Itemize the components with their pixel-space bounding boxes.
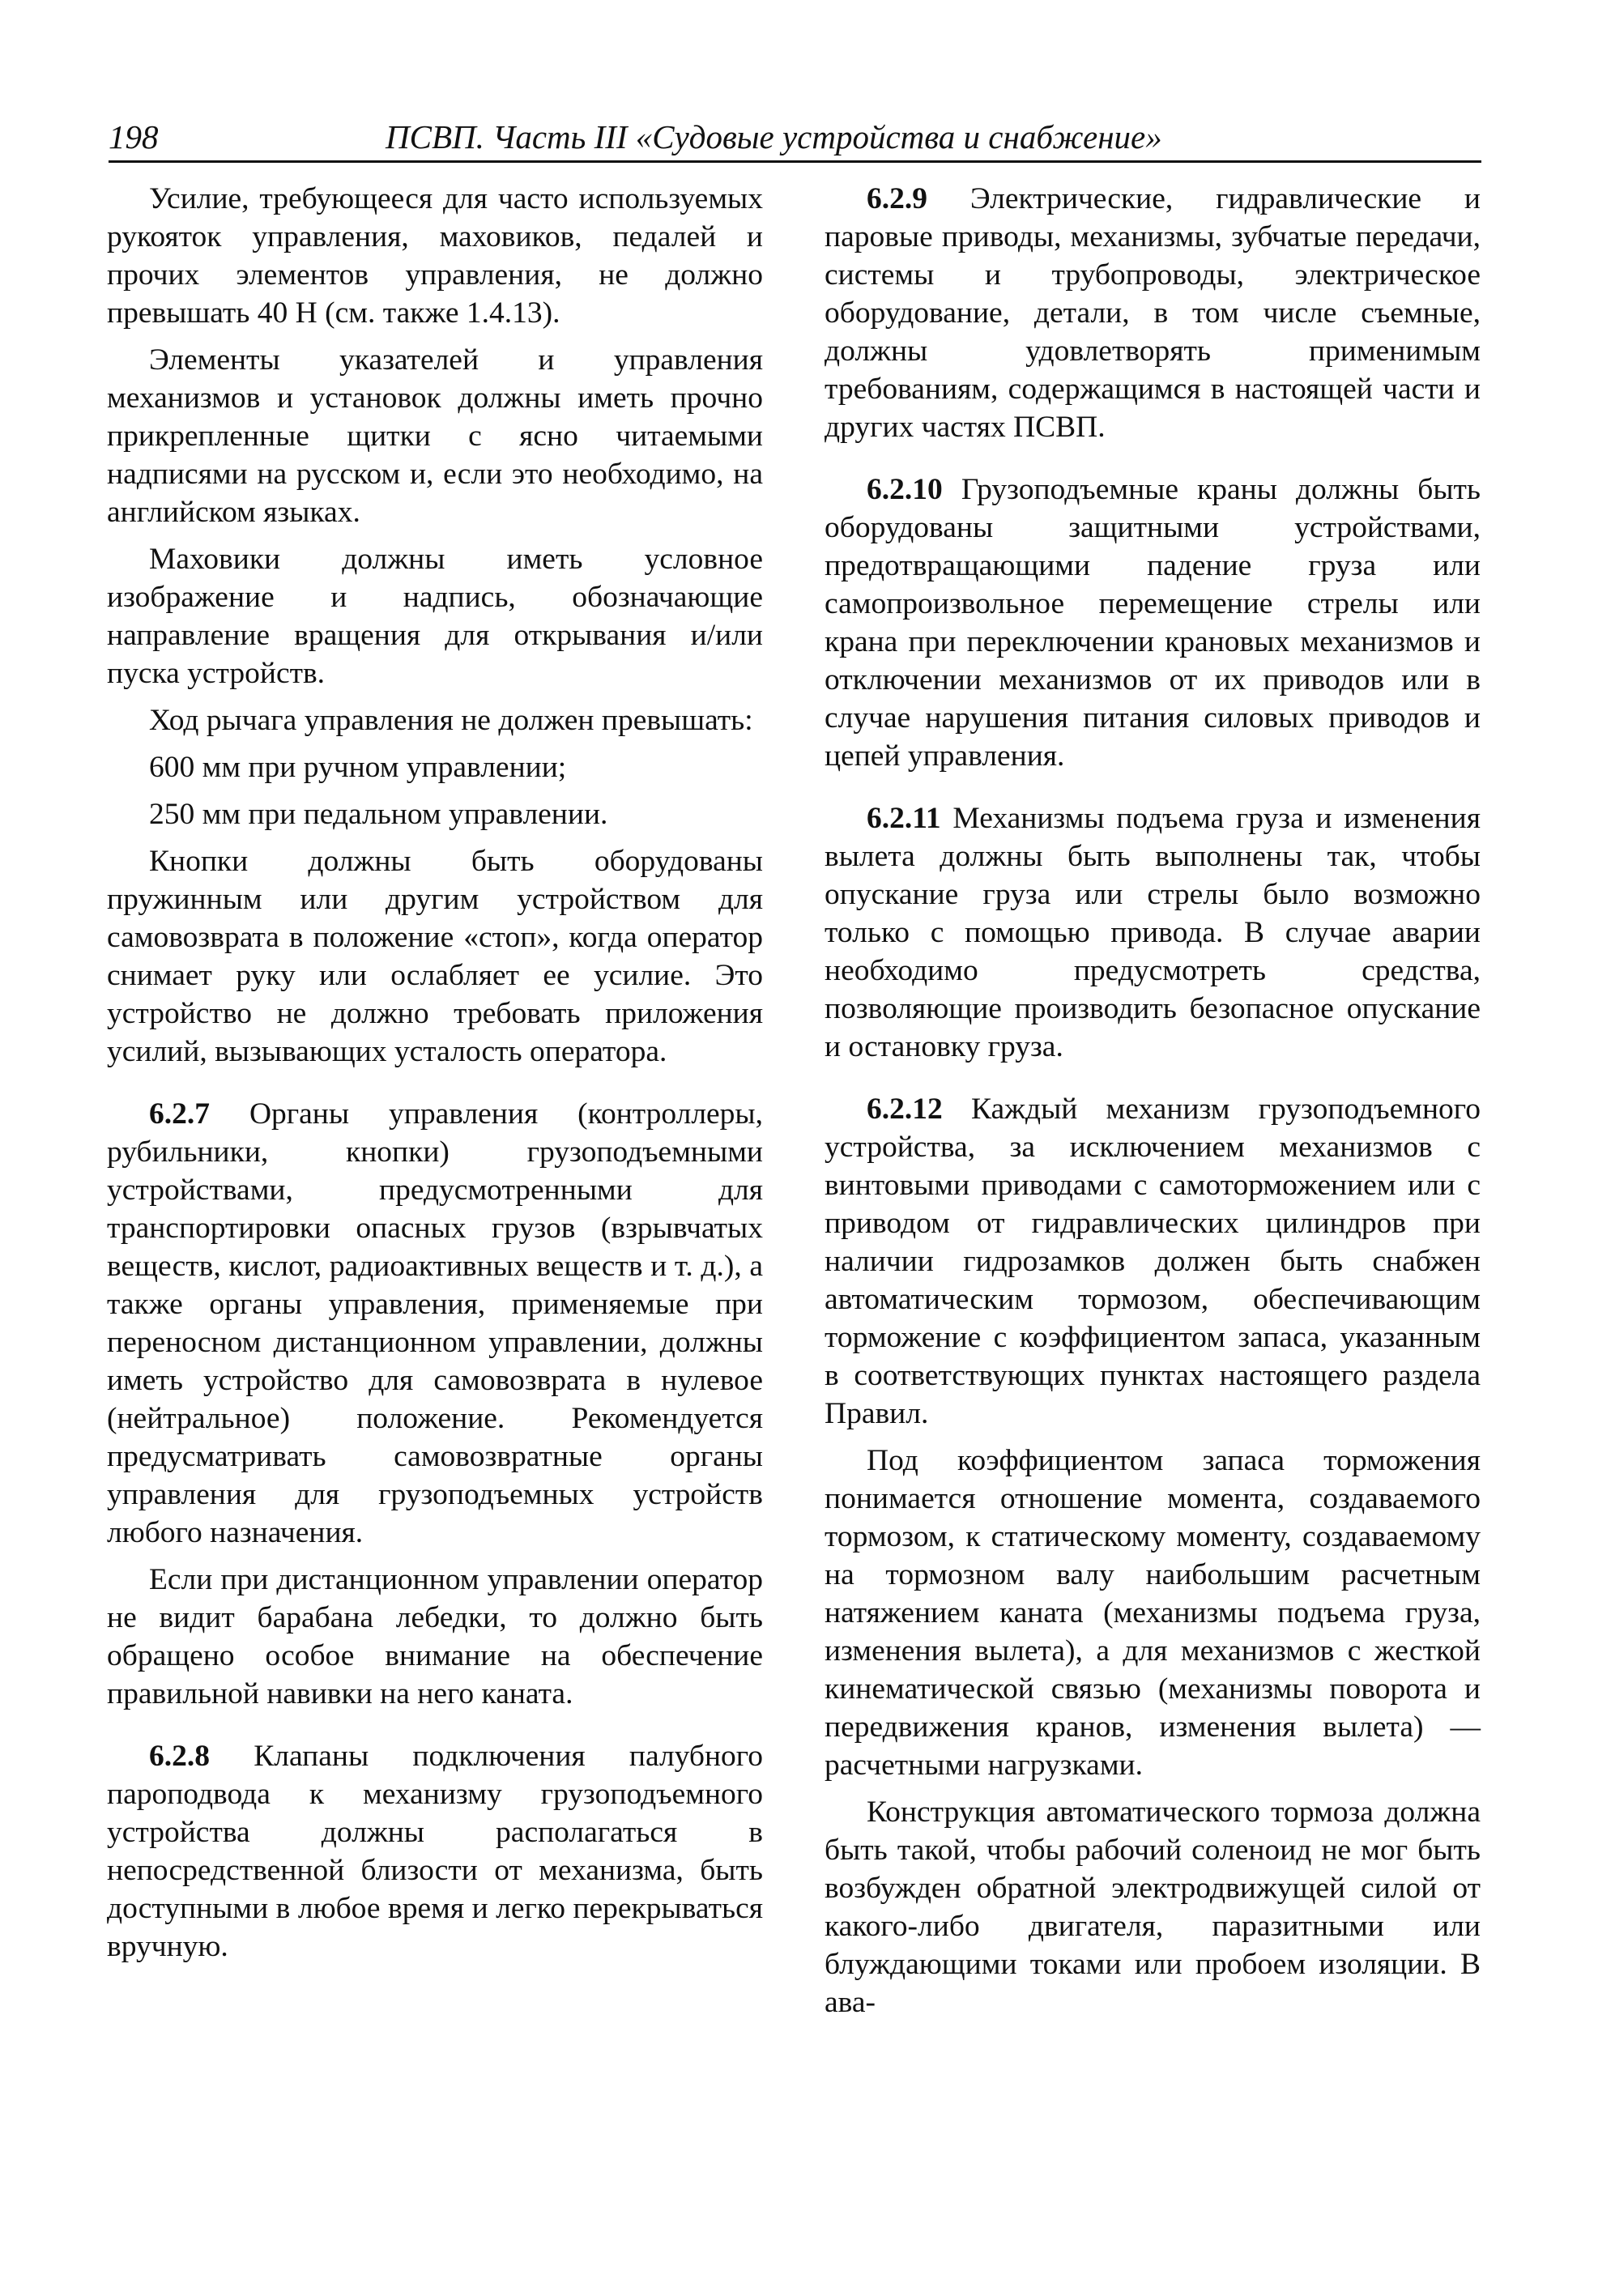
paragraph: 600 мм при ручном управлении; <box>149 751 567 784</box>
section-text: Каждый механизм грузоподъемного устройства, за исключением механизмов с винтовыми приводами с самоторможением или с приводом от гидравлических цилиндров при наличии гидрозамков должен быть снабжен автоматическим тормозом, обеспечивающим торможение с коэффициентом запаса, указанным в соответствующих пунктах настоящего раздела Правил. <box>825 1093 1481 1430</box>
section-6-2-10 <box>825 471 1481 775</box>
right-column <box>825 180 1481 2030</box>
section-number: 6.2.12 <box>867 1093 943 1126</box>
section-6-2-7 <box>107 1095 763 1552</box>
paragraph: Маховики должны иметь условное изображение и надпись, обозначающие направление вращения для открывания и/или пуска устройств. <box>107 543 763 690</box>
section-6-2-11 <box>825 799 1481 1066</box>
paragraph: Элементы указателей и управления механизмов и установок должны иметь прочно прикрепленные щитки с ясно читаемыми надписями на русском и, если это необходимо, на английском языках. <box>107 343 763 529</box>
paragraph: Если при дистанционном управлении оператор не видит барабана лебедки, то должно быть обращено особое внимание на обеспечение правильной навивки на него каната. <box>107 1563 763 1710</box>
page-header <box>109 113 1481 163</box>
section-text: Электрические, гидравлические и паровые приводы, механизмы, зубчатые передачи, системы и трубопроводы, электрическое оборудование, детали, в том числе съемные, должны удовлетворять применимым требованиям, содержащимся в настоящей части и других частях ПСВП. <box>825 182 1481 444</box>
paragraph: Усилие, требующееся для часто используемых рукояток управления, маховиков, педалей и прочих элементов управления, не должно превышать 40 Н (см. также 1.4.13). <box>107 182 763 330</box>
section-text: Грузоподъемные краны должны быть оборудованы защитными устройствами, предотвращающими падение груза или самопроизвольное перемещение стрелы или крана при переключении крановых механизмов и отключении механизмов от их приводов или в случае нарушения питания силовых приводов и цепей управления. <box>825 473 1481 773</box>
section-text: Клапаны подключения палубного пароподвода к механизму грузоподъемного устройства должны располагаться в непосредственной близости от механизма, быть доступными в любое время и легко перекрываться вручную. <box>107 1740 764 1963</box>
running-title: ПСВП. Часть III «Судовые устройства и снабжение» <box>386 118 1162 155</box>
left-column <box>107 180 763 1974</box>
section-6-2-9 <box>825 180 1481 446</box>
paragraph: 250 мм при педальном управлении. <box>149 798 608 831</box>
section-number: 6.2.7 <box>149 1097 210 1131</box>
section-text: Механизмы подъема груза и изменения вылета должны быть выполнены так, чтобы опускание груза или стрелы было возможно только с помощью привода. В случае аварии необходимо предусмотреть средства, позволяющие производить безопасное опускание и остановку груза. <box>825 802 1481 1063</box>
section-6-2-12 <box>825 1090 1481 1433</box>
section-6-2-8 <box>107 1737 763 1966</box>
paragraph: Конструкция автоматического тормоза должна быть такой, чтобы рабочий соленоид не мог быть возбужден обратной электродвижущей силой от какого-либо двигателя, паразитными или блуждающими токами или пробоем изоляции. В ава- <box>825 1795 1481 2019</box>
section-number: 6.2.10 <box>867 473 943 506</box>
section-number: 6.2.11 <box>867 802 941 835</box>
paragraph: Под коэффициентом запаса торможения понимается отношение момента, создаваемого тормозом, к статическому моменту, создаваемому на тормозном валу наибольшим расчетным натяжением каната (механизмы подъема груза, изменения вылета), а для механизмов с жесткой кинематической связью (механизмы поворота и передвижения кранов, изменения вылета) — расчетными нагрузками. <box>825 1444 1481 1782</box>
section-number: 6.2.9 <box>867 182 927 215</box>
page-number: 198 <box>109 118 159 155</box>
paragraph: Кнопки должны быть оборудованы пружинным или другим устройством для самовозврата в положение «стоп», когда оператор снимает руку или ослабляет ее усилие. Это устройство не должно требовать приложения усилий, вызывающих усталость оператора. <box>107 845 763 1068</box>
section-number: 6.2.8 <box>149 1740 210 1773</box>
section-text: Органы управления (контроллеры, рубильники, кнопки) грузоподъемными устройствами, предусмотренными для транспортировки опасных грузов (взрывчатых веществ, кислот, радиоактивных веществ и т. д.), а также органы управления, применяемые при переносном дистанционном управлении, должны иметь устройство для самовозврата в нулевое (нейтральное) положение. Рекомендуется предусматривать самовозвратные органы управления для грузоподъемных устройств любого назначения. <box>107 1097 764 1549</box>
paragraph: Ход рычага управления не должен превышать: <box>149 704 753 737</box>
